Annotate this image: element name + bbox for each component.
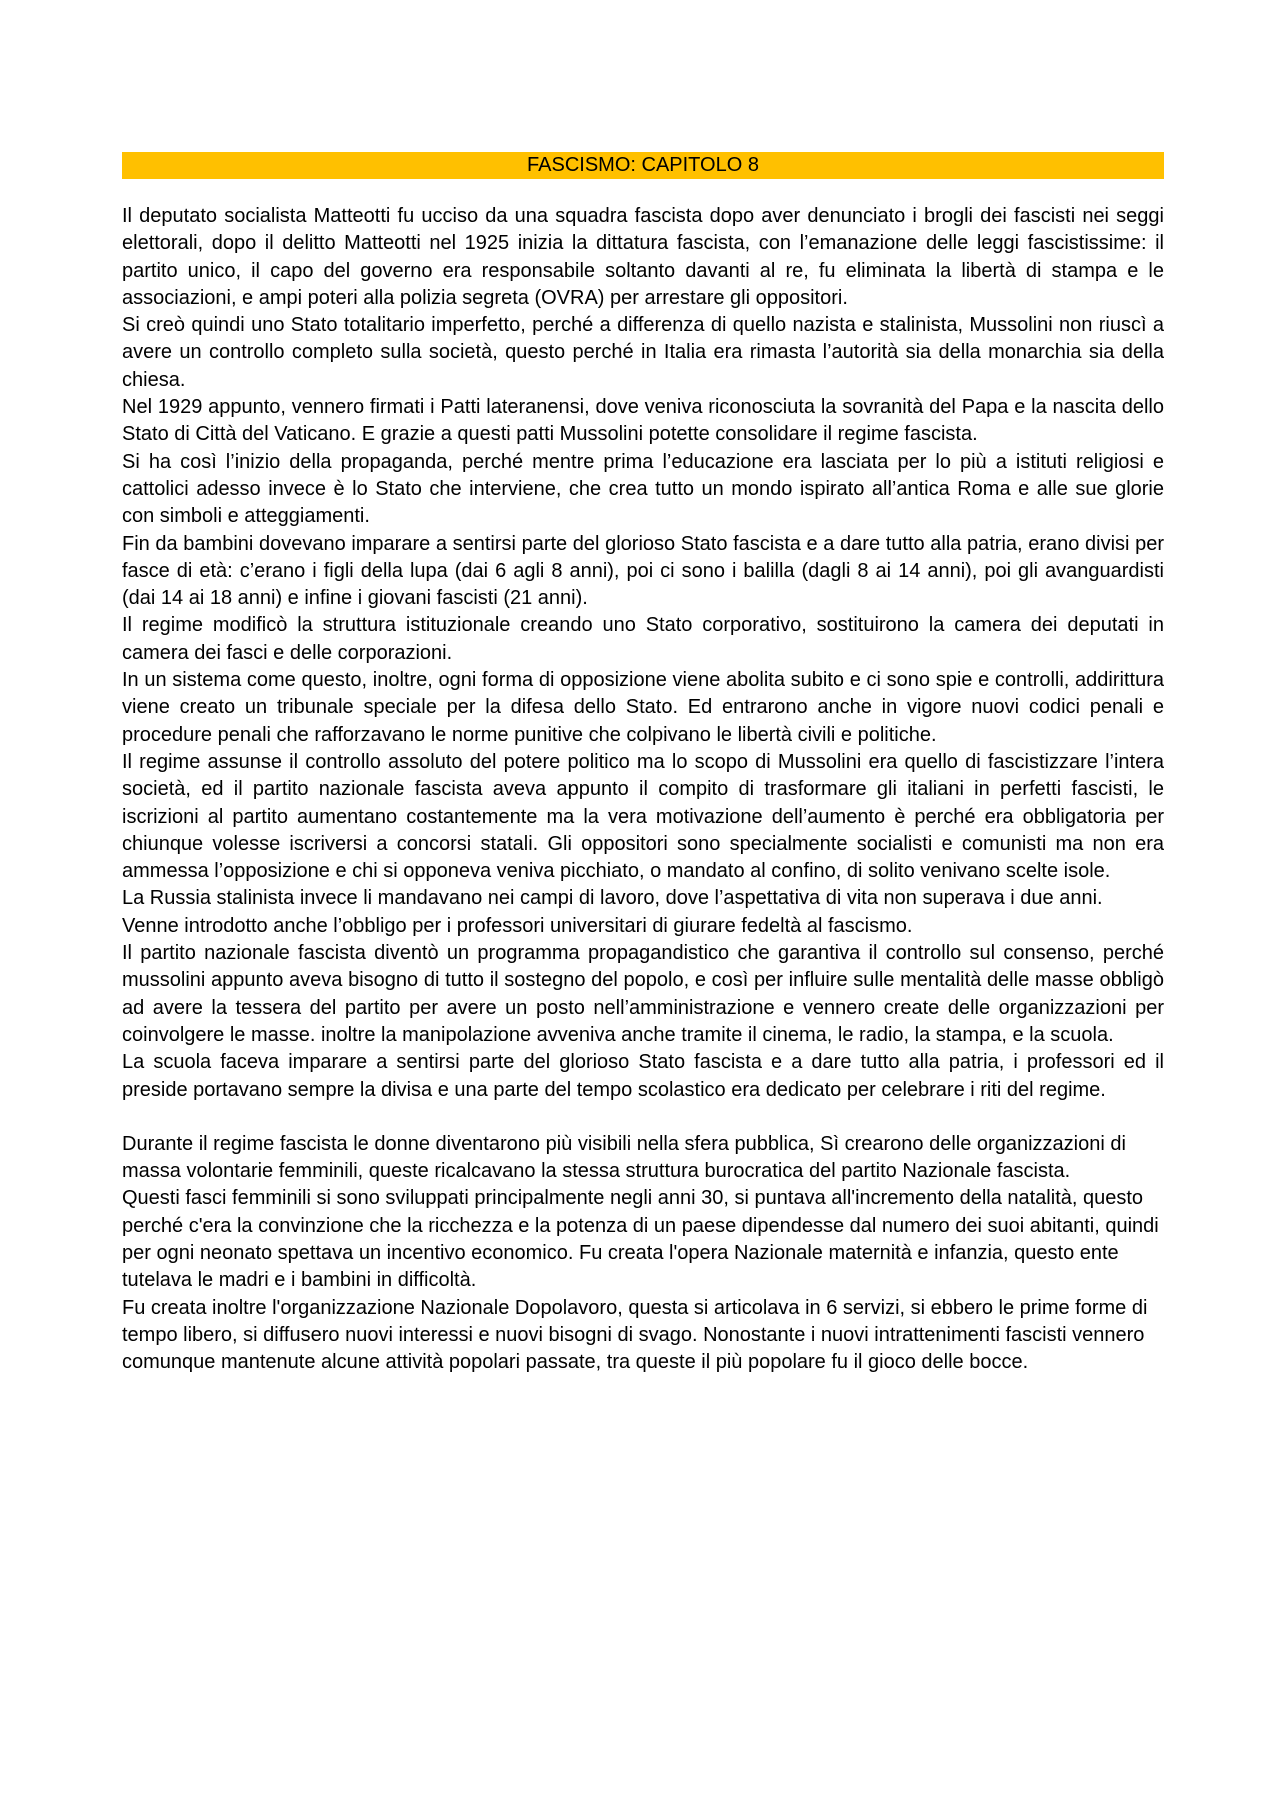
paragraph-donne: Durante il regime fascista le donne diventarono più visibili nella sfera pubblica, Sì crearono delle organizzazioni di massa volontarie femminili, queste ricalcavano la stessa struttura burocratica del partito Nazionale fascista. [122,1132,1126,1183]
section-donne [122,1131,1164,1377]
paragraph-bambini: Fin da bambini dovevano imparare a sentirsi parte del glorioso Stato fascista e a dare tutto alla patria, erano divisi per fasce di età: c’erano i figli della lupa (dai 6 agli 8 anni), poi ci sono i balilla (dagli 8 ai 14 anni), poi gli avanguardisti (dai 14 ai 18 anni) e infine i giovani fascisti (21 anni). [122,532,1164,610]
section-regime [122,203,1164,1104]
paragraph-partito-propaganda: Il partito nazionale fascista diventò un programma propagandistico che garantiva il controllo sul consenso, perché mussolini appunto aveva bisogno di tutto il sostegno del popolo, e così per influire sulle mentalità delle masse obbligò ad avere la tessera del partito per avere un posto nell’amministrazione e vennero create delle organizzazioni per coinvolgere le masse. inoltre la manipolazione avveniva anche tramite il cinema, le radio, la stampa, e la scuola. [122,942,1164,1046]
document-page [122,152,1164,1376]
paragraph-stato-totalitario: Si creò quindi uno Stato totalitario imperfetto, perché a differenza di quello nazista e stalinista, Mussolini non riuscì a avere un controllo completo sulla società, questo perché in Italia era rimasta l’autorità sia della monarchia sia della chiesa. [122,314,1164,391]
document-title: FASCISMO: CAPITOLO 8 [122,152,1164,179]
paragraph-fascistizzare: Il regime assunse il controllo assoluto del potere politico ma lo scopo di Mussolini era quello di fascistizzare l’intera società, ed il partito nazionale fascista aveva appunto il compito di trasformare gli italiani in perfetti fascisti, le iscrizioni al partito aumentano costantemente ma la vera motivazione dell’aumento è perché era obbligatoria per chiunque volesse iscriversi a concorsi statali. Gli oppositori sono specialmente socialisti e comunisti ma non era ammessa l’opposizione e chi si opponeva veniva picchiato, o mandato al confino, di solito venivano scelte isole. [122,750,1164,883]
paragraph-matteotti: Il deputato socialista Matteotti fu ucciso da una squadra fascista dopo aver denunciato i brogli dei fascisti nei seggi elettorali, dopo il delitto Matteotti nel 1925 inizia la dittatura fascista, con l’emanazione delle leggi fascistissime: il partito unico, il capo del governo era responsabile soltanto davanti al re, fu eliminata la libertà di stampa e le associazioni, e ampi poteri alla polizia segreta (OVRA) per arrestare gli oppositori. [122,205,1164,309]
paragraph-patti-lateranensi: Nel 1929 appunto, vennero firmati i Patti lateranensi, dove veniva riconosciuta la sovranità del Papa e la nascita dello Stato di Città del Vaticano. E grazie a questi patti Mussolini potette consolidare il regime fascista. [122,396,1164,446]
paragraph-spacer [122,1104,1164,1131]
paragraph-propaganda: Si ha così l’inizio della propaganda, perché mentre prima l’educazione era lasciata per lo più a istituti religiosi e cattolici adesso invece è lo Stato che interviene, che crea tutto un mondo ispirato all’antica Roma e alle sue glorie con simboli e atteggiamenti. [122,450,1164,528]
paragraph-professori: Venne introdotto anche l’obbligo per i professori universitari di giurare fedeltà al fascismo. [122,914,913,937]
paragraph-fasci-femminili: Questi fasci femminili si sono sviluppati principalmente negli anni 30, si puntava all'incremento della natalità, questo perché c'era la convinzione che la ricchezza e la potenza di un paese dipendesse dal numero dei suoi abitanti, quindi per ogni neonato spettava un incentivo economico. Fu creata l'opera Nazionale maternità e infanzia, questo ente tutelava le madri e i bambini in difficoltà. [122,1187,1159,1292]
paragraph-russia: La Russia stalinista invece li mandavano nei campi di lavoro, dove l’aspettativa di vita non superava i due anni. [122,887,1103,910]
paragraph-scuola: La scuola faceva imparare a sentirsi parte del glorioso Stato fascista e a dare tutto alla patria, i professori ed il preside portavano sempre la divisa e una parte del tempo scolastico era dedicato per celebrare i riti del regime. [122,1051,1164,1101]
paragraph-dopolavoro: Fu creata inoltre l'organizzazione Nazionale Dopolavoro, questa si articolava in 6 servizi, si ebbero le prime forme di tempo libero, si diffusero nuovi interessi e nuovi bisogni di svago. Nonostante i nuovi intrattenimenti fascisti vennero comunque mantenute alcune attività popolari passate, tra queste il più popolare fu il gioco delle bocce. [122,1296,1148,1374]
paragraph-opposizione: In un sistema come questo, inoltre, ogni forma di opposizione viene abolita subito e ci sono spie e controlli, addirittura viene creato un tribunale speciale per la difesa dello Stato. Ed entrarono anche in vigore nuovi codici penali e procedure penali che rafforzavano le norme punitive che colpivano le libertà civili e politiche. [122,669,1164,746]
paragraph-stato-corporativo: Il regime modificò la struttura istituzionale creando uno Stato corporativo, sostituirono la camera dei deputati in camera dei fasci e delle corporazioni. [122,614,1164,664]
